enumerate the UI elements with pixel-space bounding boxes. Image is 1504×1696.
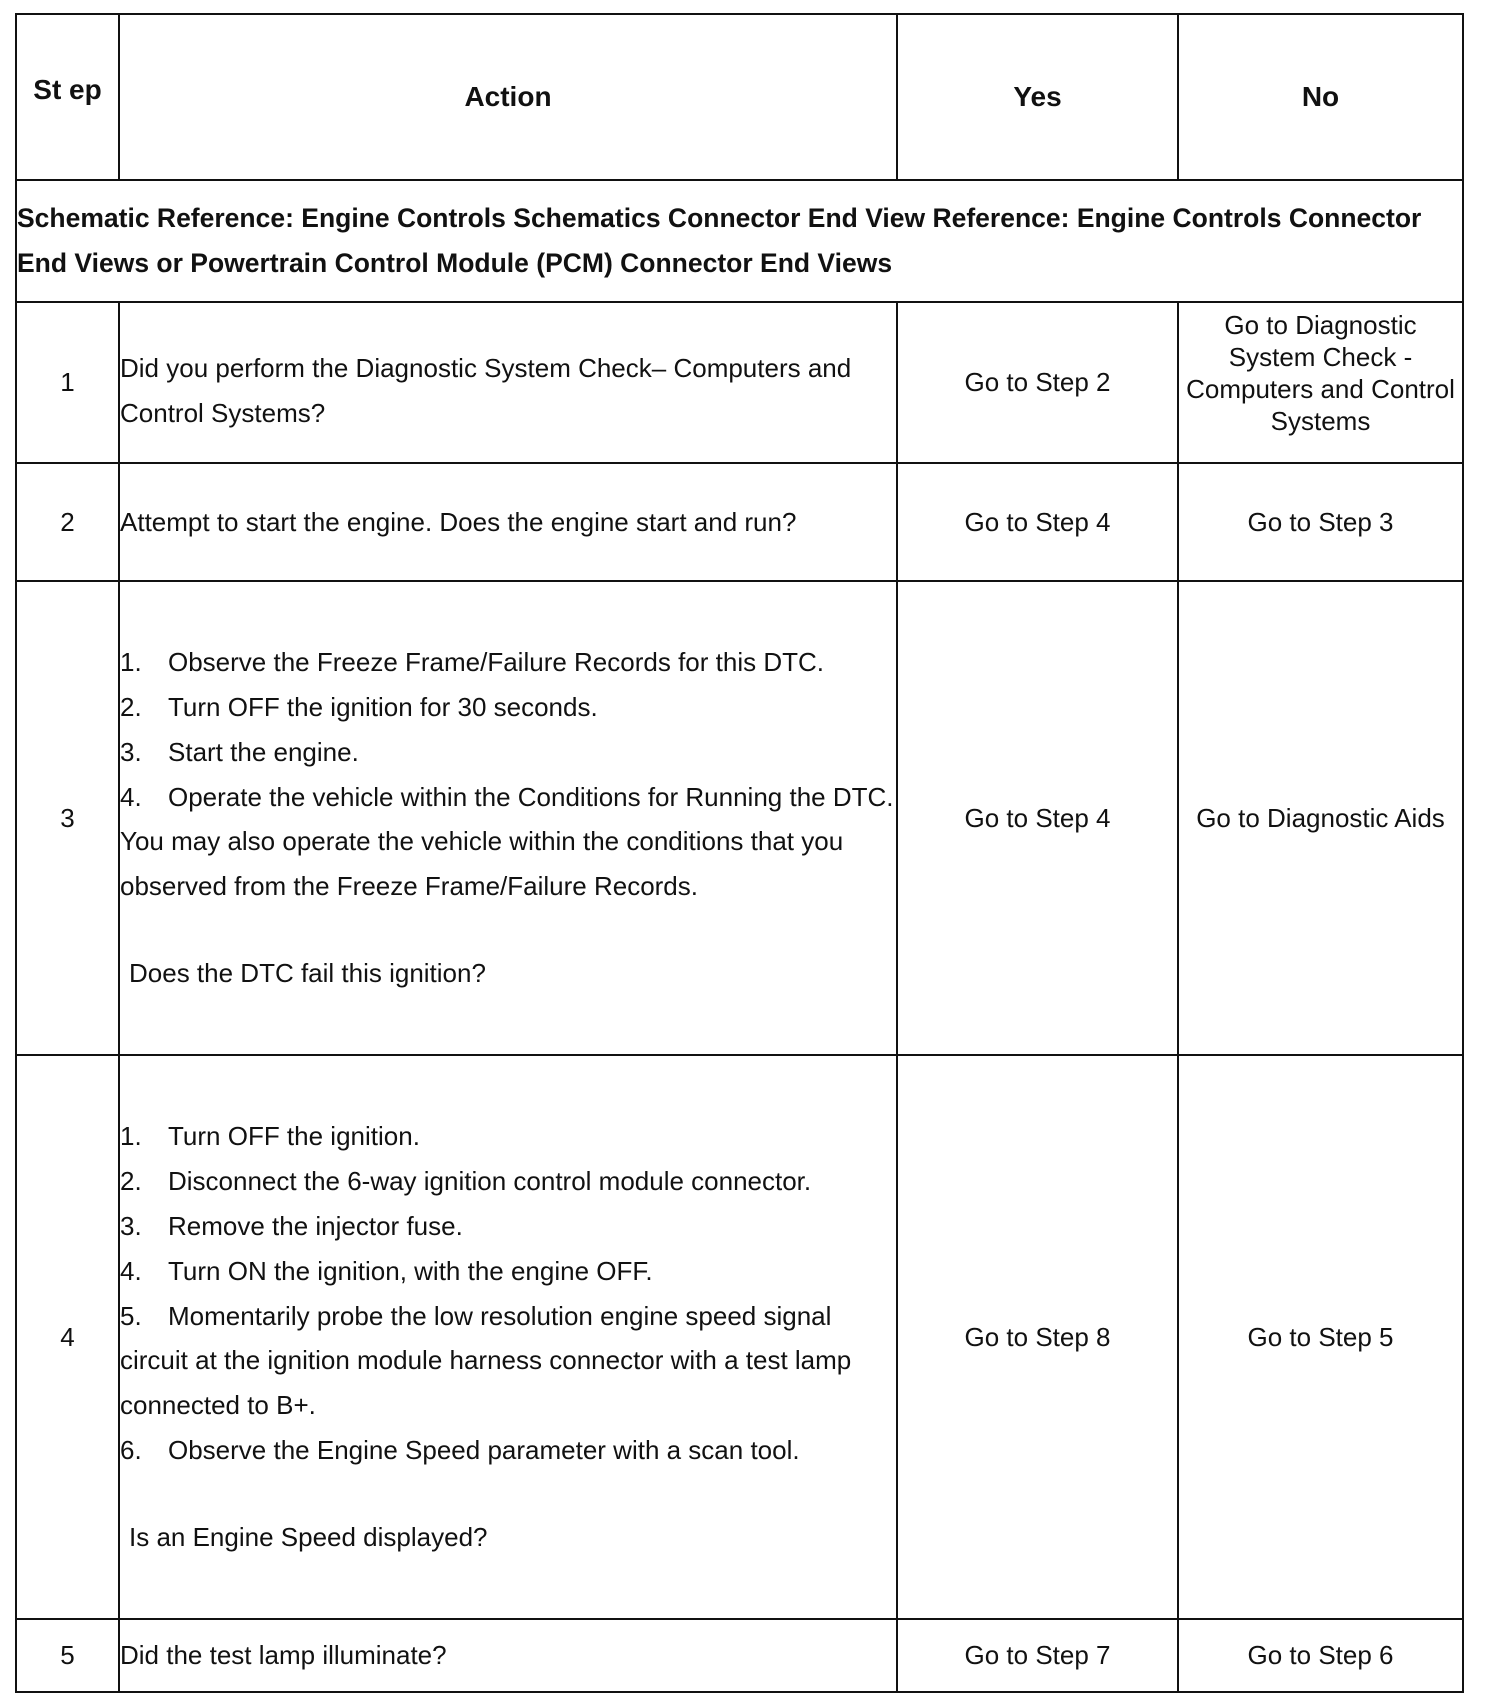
action-text: Did you perform the Diagnostic System Check– Computers and Control Systems?: [119, 302, 897, 463]
item-number: 1.: [120, 1121, 142, 1152]
list-item: [120, 1114, 896, 1159]
action-text: Attempt to start the engine. Does the engine start and run?: [119, 463, 897, 581]
item-text: Turn ON the ignition, with the engine OFF.: [168, 1255, 653, 1286]
item-text: Momentarily probe the low resolution engine speed signal circuit at the ignition module harness connector with a test lamp connected to B+.: [120, 1300, 852, 1421]
item-number: 2.: [120, 1166, 142, 1197]
item-text: Remove the injector fuse.: [168, 1211, 463, 1241]
header-yes: Yes: [897, 14, 1178, 180]
step-number: 1: [16, 302, 119, 463]
table-row: [16, 1055, 1463, 1619]
no-result: Go to Step 6: [1178, 1619, 1463, 1692]
question-text: Is an Engine Speed displayed?: [129, 1521, 488, 1552]
item-number: 1.: [120, 647, 142, 678]
table-row: [16, 1619, 1463, 1692]
item-text: Observe the Freeze Frame/Failure Records for this DTC.: [168, 647, 824, 678]
action-text: Did the test lamp illuminate?: [119, 1619, 897, 1692]
no-result: Go to Diagnostic System Check - Computers and Control Systems: [1178, 302, 1463, 463]
list-item: [120, 1159, 896, 1204]
item-number: 4.: [120, 1255, 142, 1286]
item-number: 4.: [120, 781, 142, 812]
item-text: Observe the Engine Speed parameter with a scan tool.: [168, 1434, 800, 1465]
table-row: [16, 581, 1463, 1055]
no-result: Go to Diagnostic Aids: [1178, 581, 1463, 1055]
list-item: [120, 1294, 896, 1428]
table-row: [16, 302, 1463, 463]
question-text: Does the DTC fail this ignition?: [129, 957, 486, 988]
step-number: 4: [16, 1055, 119, 1619]
action-cell: [119, 1055, 897, 1619]
yes-result: Go to Step 7: [897, 1619, 1178, 1692]
list-item: [120, 1249, 896, 1294]
item-text: Start the engine.: [168, 736, 359, 767]
list-item: [120, 685, 896, 730]
item-number: 2.: [120, 692, 142, 722]
header-action: Action: [119, 14, 897, 180]
yes-result: Go to Step 8: [897, 1055, 1178, 1619]
header-row: [16, 14, 1463, 180]
header-no: No: [1178, 14, 1463, 180]
reference-row: [16, 180, 1463, 302]
no-result: Go to Step 5: [1178, 1055, 1463, 1619]
step-number: 2: [16, 463, 119, 581]
diagnostic-table: [15, 13, 1464, 1693]
item-text: Disconnect the 6-way ignition control module connector.: [168, 1166, 812, 1197]
step-number: 5: [16, 1619, 119, 1692]
header-step: St ep: [16, 14, 119, 180]
list-item: [120, 730, 896, 775]
list-item: [120, 1428, 896, 1473]
no-result: Go to Step 3: [1178, 463, 1463, 581]
item-text: Turn OFF the ignition for 30 seconds.: [168, 692, 598, 722]
yes-result: Go to Step 4: [897, 581, 1178, 1055]
table-row: [16, 463, 1463, 581]
list-item: [120, 775, 896, 909]
item-number: 3.: [120, 1211, 142, 1241]
item-number: 5.: [120, 1300, 142, 1331]
item-text: Operate the vehicle within the Conditions for Running the DTC. You may also operate the vehicle within the conditions that you observed from the Freeze Frame/Failure Records.: [120, 781, 894, 902]
list-item: [120, 640, 896, 685]
action-cell: [119, 581, 897, 1055]
item-number: 6.: [120, 1434, 142, 1465]
schematic-reference: Schematic Reference: Engine Controls Schematics Connector End View Reference: Engine Controls Connector End Views or Powertrain Control Module (PCM) Connector End Views: [16, 180, 1463, 302]
step-number: 3: [16, 581, 119, 1055]
list-item: [120, 1204, 896, 1249]
item-text: Turn OFF the ignition.: [168, 1121, 420, 1152]
yes-result: Go to Step 2: [897, 302, 1178, 463]
yes-result: Go to Step 4: [897, 463, 1178, 581]
item-number: 3.: [120, 736, 142, 767]
